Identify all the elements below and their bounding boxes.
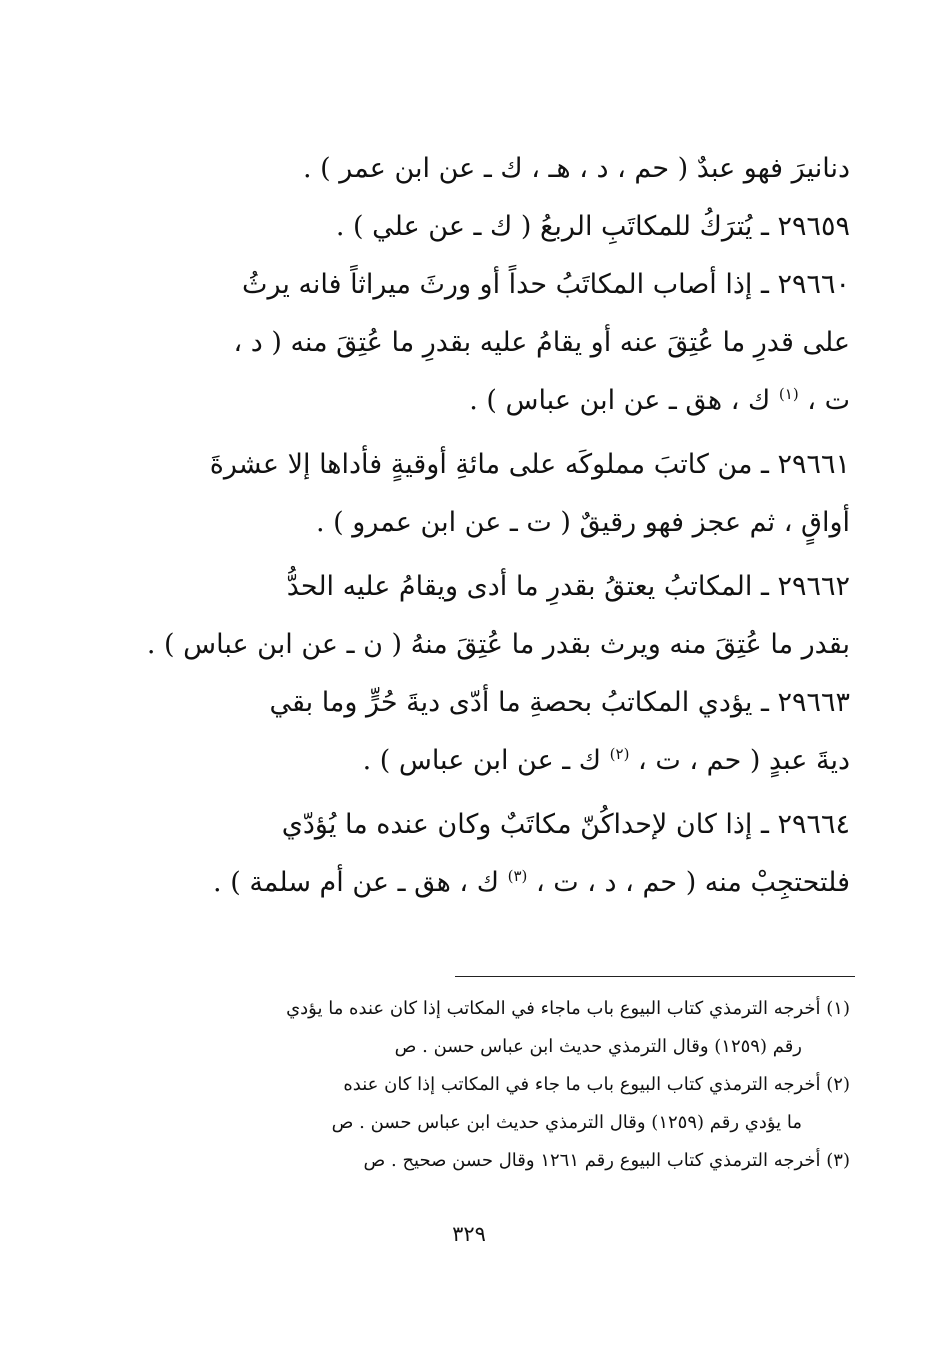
text-fragment: فلتحتجِبْ منه ( حم ، د ، ت ، <box>535 867 850 898</box>
text-fragment: ك ، هق ـ عن أم سلمة ) . <box>213 867 499 898</box>
hadith-29662-line-1: ٢٩٦٦٢ ـ المكاتبُ يعتقُ بقدرِ ما أدى ويقامُ عليه الحدُّ <box>286 571 850 602</box>
footnotes <box>135 990 850 1180</box>
footnote-3: (٣) أخرجه الترمذي كتاب البيوع رقم ١٢٦١ وقال حسن صحيح . ص <box>363 1150 850 1171</box>
footnote-1-line-2: رقم (١٢٥٩) وقال الترمذي حديث ابن عباس حسن . ص <box>394 1036 802 1057</box>
text-fragment: ك ـ عن ابن عباس ) . <box>362 745 602 776</box>
footnote-ref-2: (٢) <box>609 745 630 763</box>
text-fragment: ك ، هق ـ عن ابن عباس ) . <box>469 385 771 416</box>
footnote-ref-1: (١) <box>778 385 799 403</box>
text-fragment: ديةَ عبدٍ ( حم ، ت ، <box>638 745 850 776</box>
hadith-29660-line-3 <box>130 372 850 430</box>
hadith-29664-line-1: ٢٩٦٦٤ ـ إذا كان لإحداكُنّ مكاتَبٌ وكان عنده ما يُؤدّي <box>281 809 850 840</box>
main-text <box>130 140 850 912</box>
text-line: دنانيرَ فهو عبدٌ ( حم ، د ، هـ ، ك ـ عن ابن عمر ) . <box>302 153 850 184</box>
page-number: ٣٢٩ <box>452 1222 486 1246</box>
hadith-29661-line-1: ٢٩٦٦١ ـ من كاتبَ مملوكَه على مائةِ أوقيةٍ فأداها إلا عشرةَ <box>209 449 850 480</box>
hadith-29662-line-2: بقدر ما عُتِقَ منه ويرث بقدر ما عُتِقَ منهُ ( ن ـ عن ابن عباس ) . <box>146 629 850 660</box>
footnote-1-line-1: (١) أخرجه الترمذي كتاب البيوع باب ماجاء في المكاتب إذا كان عنده ما يؤدي <box>286 998 850 1019</box>
hadith-29660-line-1: ٢٩٦٦٠ ـ إذا أصاب المكاتَبُ حداً أو ورثَ ميراثاً فانه يرثُ <box>242 269 850 300</box>
hadith-29664-line-2 <box>130 854 850 912</box>
hadith-29663-line-1: ٢٩٦٦٣ ـ يؤدي المكاتبُ بحصةِ ما أدّى ديةَ حُرٍّ وما بقي <box>269 687 850 718</box>
footnote-divider <box>455 976 855 977</box>
footnote-2-line-2: ما يؤدي رقم (١٢٥٩) وقال الترمذي حديث ابن عباس حسن . ص <box>331 1112 802 1133</box>
hadith-29661-line-2: أواقٍ ، ثم عجز فهو رقيقٌ ( ت ـ عن ابن عمرو ) . <box>316 507 850 538</box>
footnote-ref-3: (٣) <box>507 867 528 885</box>
text-fragment: ت ، <box>807 385 850 416</box>
hadith-29663-line-2 <box>130 732 850 790</box>
hadith-29659: ٢٩٦٥٩ ـ يُترَكُ للمكاتَبِ الربعُ ( ك ـ عن علي ) . <box>335 211 850 242</box>
footnote-2-line-1: (٢) أخرجه الترمذي كتاب البيوع باب ما جاء في المكاتب إذا كان عنده <box>343 1074 850 1095</box>
hadith-29660-line-2: على قدرِ ما عُتِقَ عنه أو يقامُ عليه بقدرِ ما عُتِقَ منه ( د ، <box>233 327 850 358</box>
